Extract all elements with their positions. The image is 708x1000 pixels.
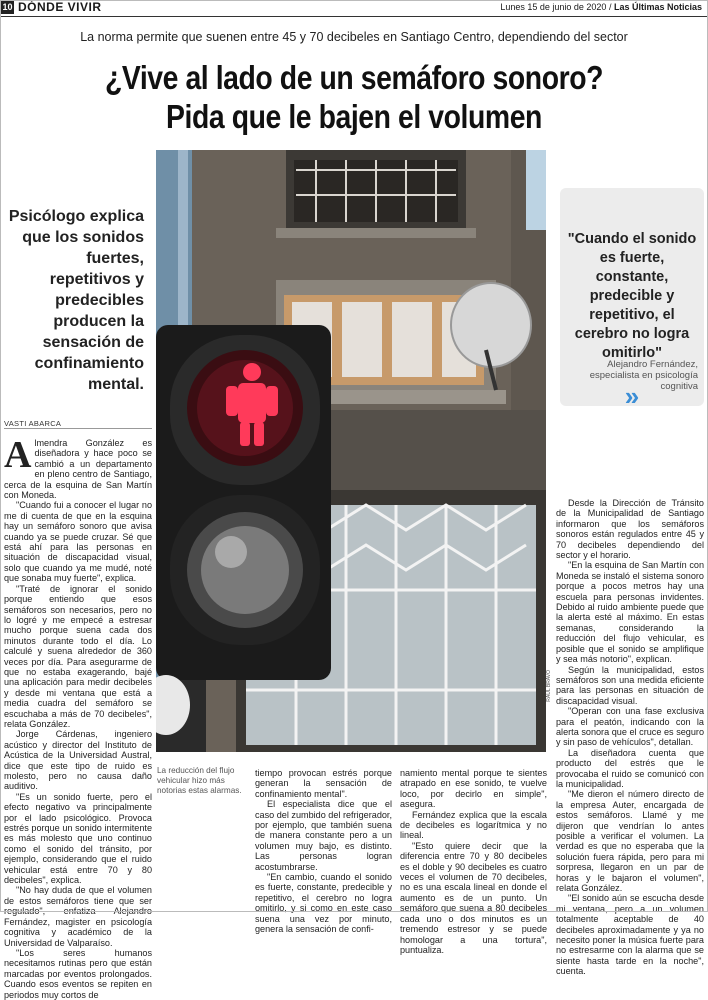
page-number: 10 [2,2,13,12]
paragraph: "En cambio, cuando el sonido es fuerte, constante, predecible y repetitivo, el cerebro no logra omitirlo, y si como en este caso suena una vez por minuto, genera la sensación de confi- [255,872,392,935]
pullquote-text: "Cuando el sonido es fuerte, constante, predecible y repetitivo, el cerebro no logra omitirlo" [567,231,697,361]
byline: VASTI ABARCA [4,419,62,428]
article-headline [50,58,659,136]
paragraph: "No hay duda de que el volumen de estos semáforos tiene que ser regulado", enfatiza Alejandro Fernández, magister en psicología cognitiva y académico de la Universidad de Valparaíso. [4,885,152,948]
paragraph: Fernández explica que la escala de decibeles es logarítmica y no lineal. [400,809,547,841]
double-chevron-icon: » [624,381,640,411]
paragraph: El especialista dice que el caso del zumbido del refrigerador, por ejemplo, que también suena de manera constante pero a un volumen muy bajo, es distinto. Las personas logran acostumbrarse. [255,799,392,872]
traffic-light-photo [156,150,546,752]
dropcap: A [4,434,32,476]
article-kicker: La norma permite que suenen entre 45 y 70 decibeles en Santiago Centro, dependiendo del sector [80,30,628,44]
paragraph: Según la municipalidad, estos semáforos son una medida eficiente para las personas en situación de discapacidad visual. [556,664,704,706]
paragraph: tiempo provocan estrés porque generan la sensación de confinamiento mental". [255,768,392,799]
paragraph: "El sonido aún se escucha desde mi ventana, pero a un volumen totalmente aceptable de 40 decibeles aproximadamente y ya no necesito poner la música fuerte para no estresarme con la alarma que se siente hasta tarde en la noche", cuenta. [556,893,704,977]
paragraph: Jorge Cárdenas, ingeniero acústico y director del Instituto de Acústica de la Universidad Austral, dice que este tipo de ruido es molesto, pero no causa daño auditivo. [4,729,152,792]
article-column-1 [4,434,152,1000]
paragraph: La diseñadora cuenta que producto del estrés que le provocaba el ruido se comunicó con la municipalidad. [556,747,704,789]
pullquote-author [566,359,698,392]
article-column-2 [255,768,392,935]
pullquote-author-name: Alejandro Fernández, [607,359,698,370]
paragraph: "En la esquina de San Martín con Moneda se instaló el sistema sonoro porque a pocos metros hay una escuela para personas invidentes. Debido al ruido ambiente puede que la alerta esté al máximo. En estas semanas, considerando la reducción del flujo vehicular, es posible que el sonido se amplifique y sea más notorio", explican. [556,560,704,665]
paragraph: Desde la Dirección de Tránsito de la Municipalidad de Santiago informaron que los semáforos sonoros están regulados entre 45 y 70 decibeles dependiendo del sector y el horario. [556,498,704,561]
photo-credit: RAUL BRAVO [546,670,552,702]
paragraph: lmendra González es diseñadora y hace poco se cambió a un departamento en pleno centro de Santiago, cerca de la esquina de San Martín con Moneda. [4,438,152,501]
pullquote-author-title: especialista en psicología cognitiva [589,370,698,392]
paragraph: "Operan con una fase exclusiva para el peatón, indicando con la alerta sonora que el cruce es seguro y sin paso de vehículos", detallan. [556,706,704,748]
photo-caption: La reducción del flujo vehicular hizo más notorias estas alarmas. [157,766,242,795]
paragraph: namiento mental porque te sientes atrapado en ese sonido, te vuelve loco, por decirlo en simple", asegura. [400,768,547,810]
paragraph: "Esto quiere decir que la diferencia entre 70 y 80 decibeles es el doble y 90 decibeles es cuatro veces el volumen de 70 decibeles, no es una escala lineal en donde el aumento es de un punto. Un semáforo que suena a 80 decibeles cada uno o dos minutos es un tremendo estresor y se puede homologar a una tortura", puntualiza. [400,840,547,955]
paragraph: "Traté de ignorar el sonido porque entiendo que esos semáforos son necesarios, pero no lo logré y me empecé a estresar mucho porque suena cada dos minutos durante todo el día. Lo calculé y suena alrededor de 360 veces por día. Para asegurarme de que no estaba exagerando, bajé una aplicación para medir decibeles y desde mi ventana que está a media cuadra del semáforo se escuchaba a más de 70 decibeles", relata González. [4,583,152,729]
section-title: DÓNDE VIVIR [18,0,102,14]
headline-line-1: ¿Vive al lado de un semáforo sonoro? [104,59,604,96]
photo-illustration [156,150,546,752]
article-deck: Psicólogo explica que los sonidos fuertes, repetitivos y predecibles producen la sensación de confinamiento mental. [8,208,144,393]
date: Lunes 15 de junio de 2020 [500,2,607,12]
article-column-3 [400,768,547,955]
byline-rule [4,428,152,429]
paragraph: "Es un sonido fuerte, pero el efecto negativo va principalmente por el lado psicológico. Provoca estrés porque un sonido intermitente es más molesto que uno continuo como el sonido del tránsito, por ejemplo, considerando que el ruido vehicular está entre 70 y 80 decibeles", explica. [4,791,152,886]
article-column-4 [556,498,704,977]
dateline [500,2,702,12]
paragraph: "Cuando fui a conocer el lugar no me di cuenta de que en la esquina hay un semáforo sonoro que avisa cuando ya se puede cruzar. Sé que está ahí para las personas en situación de discapacidad visual, solo que cuando ya me mudé, noté que sonaba muy fuerte", explica. [4,500,152,584]
paragraph: "Me dieron el número directo de la empresa Auter, encargada de estos semáforos. Llamé y me dijeron que vendrían lo antes posible a verificar el volumen. La verdad es que no esperaba que la solución fuera rápida, pero para mi sorpresa, llegaron en un par de horas y le bajaron el volumen", relata González. [556,789,704,894]
newspaper-name: Las Últimas Noticias [613,2,702,12]
headline-line-2: Pida que le bajen el volumen [166,98,542,135]
paragraph: "Los seres humanos necesitamos rutinas pero que están marcadas por eventos prolongados. Cuando esos eventos se repiten en periodos muy cortos de [4,947,152,1000]
date-separator: / [608,2,612,12]
